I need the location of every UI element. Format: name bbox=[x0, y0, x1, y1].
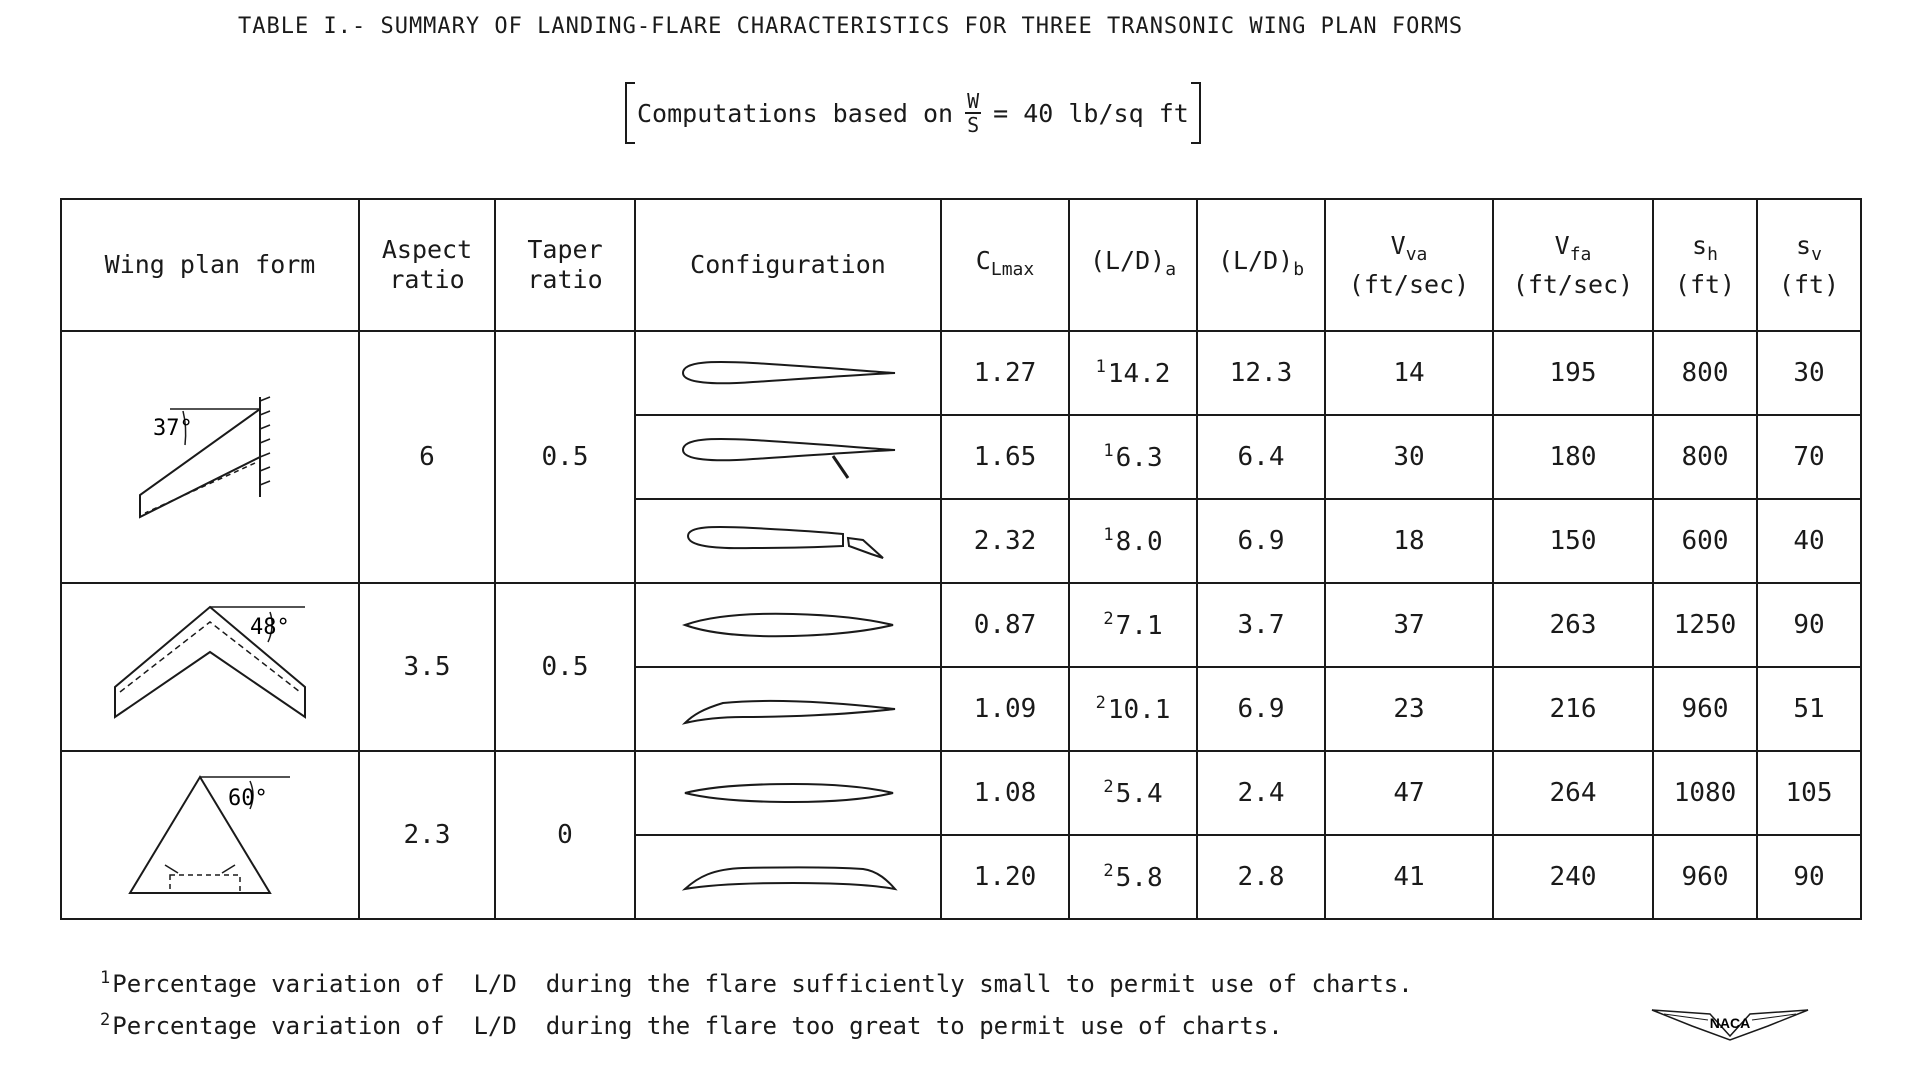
airfoil-clean-icon bbox=[673, 353, 903, 393]
svg-text:60°: 60° bbox=[228, 786, 268, 811]
vfa-cell: 195 bbox=[1493, 331, 1653, 415]
sv-cell: 90 bbox=[1757, 583, 1861, 667]
table-row bbox=[61, 751, 1861, 835]
vfa-cell: 150 bbox=[1493, 499, 1653, 583]
vva-cell: 18 bbox=[1325, 499, 1493, 583]
header-vva: $V_{va}$ (ft/sec) bbox=[1325, 199, 1493, 331]
footnote-1: $^1$Percentage variation of L/D during the flare sufficiently small to permit use of charts. bbox=[100, 968, 1413, 998]
swept-wing-diagram bbox=[61, 331, 359, 583]
sh-cell: 1080 bbox=[1653, 751, 1757, 835]
airfoil-slotted-flap bbox=[635, 499, 941, 583]
airfoil-symmetric-icon bbox=[673, 607, 903, 643]
header-taper-ratio: Taper ratio bbox=[495, 199, 635, 331]
sv-cell: 30 bbox=[1757, 331, 1861, 415]
sh-cell: 600 bbox=[1653, 499, 1757, 583]
svg-text:NACA: NACA bbox=[1709, 1015, 1751, 1031]
ld-a-cell: $^2$7.1 bbox=[1069, 583, 1197, 667]
cl-max-cell: 1.08 bbox=[941, 751, 1069, 835]
frac-denominator: S bbox=[967, 113, 980, 137]
ld-b-cell: 2.4 bbox=[1197, 751, 1325, 835]
header-vfa: $V_{fa}$ (ft/sec) bbox=[1493, 199, 1653, 331]
aspect-ratio-cell: 2.3 bbox=[359, 751, 495, 919]
delta-wing-60-icon bbox=[110, 765, 310, 905]
delta-wing-diagram bbox=[61, 751, 359, 919]
sv-cell: 40 bbox=[1757, 499, 1861, 583]
sv-cell: 90 bbox=[1757, 835, 1861, 919]
basis-prefix: Computations based on bbox=[637, 98, 954, 128]
cl-max-cell: 1.65 bbox=[941, 415, 1069, 499]
vva-cell: 14 bbox=[1325, 331, 1493, 415]
header-sv: $s_v$ (ft) bbox=[1757, 199, 1861, 331]
cl-max-cell: 1.20 bbox=[941, 835, 1069, 919]
taper-ratio-cell: 0 bbox=[495, 751, 635, 919]
landing-flare-table bbox=[60, 198, 1862, 920]
ld-a-cell: $^2$10.1 bbox=[1069, 667, 1197, 751]
table-row bbox=[61, 583, 1861, 667]
naca-logo bbox=[1650, 1004, 1810, 1044]
airfoil-split-flap bbox=[635, 415, 941, 499]
swept-wing-37-icon bbox=[125, 387, 295, 527]
sv-cell: 105 bbox=[1757, 751, 1861, 835]
airfoil-drooped-both-icon bbox=[673, 857, 903, 897]
aspect-ratio-cell: 3.5 bbox=[359, 583, 495, 751]
svg-text:48°: 48° bbox=[250, 615, 290, 640]
ld-b-cell: 6.4 bbox=[1197, 415, 1325, 499]
vfa-cell: 263 bbox=[1493, 583, 1653, 667]
header-ld-b: $(L/D)_b$ bbox=[1197, 199, 1325, 331]
sh-cell: 960 bbox=[1653, 835, 1757, 919]
vfa-cell: 180 bbox=[1493, 415, 1653, 499]
airfoil-slotted-flap-icon bbox=[673, 516, 903, 566]
header-row bbox=[61, 199, 1861, 331]
cl-max-cell: 1.09 bbox=[941, 667, 1069, 751]
header-sh: $s_h$ (ft) bbox=[1653, 199, 1757, 331]
taper-ratio-cell: 0.5 bbox=[495, 331, 635, 583]
airfoil-drooped-nose-icon bbox=[673, 689, 903, 729]
airfoil-drooped-nose bbox=[635, 667, 941, 751]
ld-b-cell: 12.3 bbox=[1197, 331, 1325, 415]
basis-suffix: = 40 lb/sq ft bbox=[993, 98, 1189, 128]
ld-b-cell: 6.9 bbox=[1197, 667, 1325, 751]
header-aspect-ratio: Aspect ratio bbox=[359, 199, 495, 331]
vva-cell: 23 bbox=[1325, 667, 1493, 751]
header-cl-max: $C_{Lmax}$ bbox=[941, 199, 1069, 331]
header-configuration: Configuration bbox=[635, 199, 941, 331]
airfoil-drooped-both bbox=[635, 835, 941, 919]
airfoil-split-flap-icon bbox=[673, 432, 903, 482]
taper-ratio-cell: 0.5 bbox=[495, 583, 635, 751]
sh-cell: 800 bbox=[1653, 331, 1757, 415]
sh-cell: 800 bbox=[1653, 415, 1757, 499]
frac-numerator: W bbox=[967, 89, 980, 113]
vva-cell: 30 bbox=[1325, 415, 1493, 499]
ws-fraction bbox=[965, 90, 981, 136]
airfoil-thin-symmetric bbox=[635, 751, 941, 835]
vfa-cell: 216 bbox=[1493, 667, 1653, 751]
arrow-wing-diagram bbox=[61, 583, 359, 751]
airfoil-symmetric bbox=[635, 583, 941, 667]
vfa-cell: 240 bbox=[1493, 835, 1653, 919]
ld-b-cell: 3.7 bbox=[1197, 583, 1325, 667]
vva-cell: 37 bbox=[1325, 583, 1493, 667]
ld-b-cell: 2.8 bbox=[1197, 835, 1325, 919]
table-row bbox=[61, 331, 1861, 415]
footnote-2: $^2$Percentage variation of L/D during the flare too great to permit use of charts. bbox=[100, 1010, 1283, 1040]
cl-max-cell: 2.32 bbox=[941, 499, 1069, 583]
vva-cell: 41 bbox=[1325, 835, 1493, 919]
cl-max-cell: 0.87 bbox=[941, 583, 1069, 667]
naca-wings-icon bbox=[1650, 1004, 1810, 1044]
airfoil-clean bbox=[635, 331, 941, 415]
sv-cell: 70 bbox=[1757, 415, 1861, 499]
vfa-cell: 264 bbox=[1493, 751, 1653, 835]
svg-text:37°: 37° bbox=[153, 416, 193, 441]
table-title: TABLE I.- SUMMARY OF LANDING-FLARE CHARACTERISTICS FOR THREE TRANSONIC WING PLAN FORMS bbox=[238, 14, 1464, 39]
header-wing-plan-form: Wing plan form bbox=[61, 199, 359, 331]
sv-cell: 51 bbox=[1757, 667, 1861, 751]
aspect-ratio-cell: 6 bbox=[359, 331, 495, 583]
sh-cell: 960 bbox=[1653, 667, 1757, 751]
ld-a-cell: $^1$6.3 bbox=[1069, 415, 1197, 499]
computation-basis bbox=[625, 82, 1201, 144]
vva-cell: 47 bbox=[1325, 751, 1493, 835]
airfoil-thin-symmetric-icon bbox=[673, 778, 903, 808]
ld-a-cell: $^2$5.8 bbox=[1069, 835, 1197, 919]
ld-b-cell: 6.9 bbox=[1197, 499, 1325, 583]
ld-a-cell: $^1$8.0 bbox=[1069, 499, 1197, 583]
ld-a-cell: $^2$5.4 bbox=[1069, 751, 1197, 835]
sh-cell: 1250 bbox=[1653, 583, 1757, 667]
cl-max-cell: 1.27 bbox=[941, 331, 1069, 415]
swept-wing-48-icon bbox=[100, 592, 320, 742]
header-ld-a: $(L/D)_a$ bbox=[1069, 199, 1197, 331]
ld-a-cell: $^1$14.2 bbox=[1069, 331, 1197, 415]
